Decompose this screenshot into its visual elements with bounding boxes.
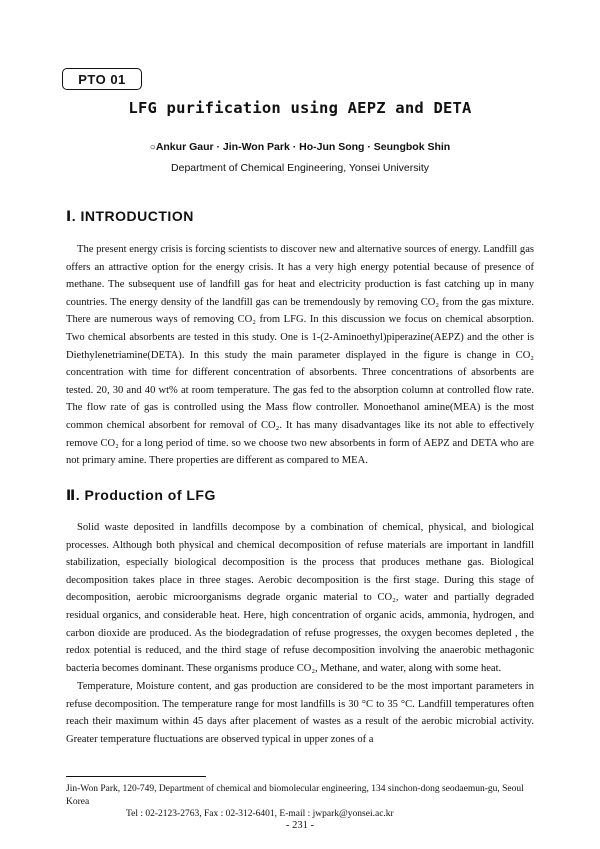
author-names: Ankur Gaur · Jin-Won Park · Ho-Jun Song · Seungbok Shin (155, 141, 451, 153)
author-line (0, 141, 600, 153)
production-paragraph-2: Temperature, Moisture content, and gas production are considered to be the most important parameters in refuse decomposition. The temperature range for most landfills is 30 °C to 35 °C. Landfill temperatures often reach their maximum within 45 days after placement of wastes as a result of the aerobic microbial activity. Greater temperature fluctuations are observed typical in upper zones of a (66, 681, 534, 745)
introduction-paragraph: The present energy crisis is forcing scientists to discover new and alternative sources of energy. Landfill gas offers an attractive option for the energy crisis. It has a very high energy potential because of presence of methane. The subsequent use of landfill gas for heat and electricity production is fast catching up in many countries. The energy density of the landfill gas can be tremendously by removing CO₂ from the gas mixture. There are numerous ways of removing CO₂ from LFG. In this discussion we focus on chemical absorption. Two chemical absorbents are tested in this study. One is 1-(2-Aminoethyl)piperazine(AEPZ) and the other is Diethylenetriamine(DETA). In this study the main parameter displayed in the figure is change in CO₂ concentration with time for different concentration of absorbents. Three concentrations of absorbents are tested. 20, 30 and 40 wt% at room temperature. The gas fed to the absorption column at controlled flow rate. The flow rate of gas is controlled using the Mass flow controller. Monoethanol amine(MEA) is the most common chemical absorbent for removal of CO₂. It has many disadvantages like its not able to effectively remove CO₂ for a long period of time. so we choose two new absorbents in form of AEPZ and DETA who are not primary amine. There properties are different as compared to MEA. (66, 244, 534, 467)
section-heading-production: Ⅱ. Production of LFG (66, 487, 216, 503)
section-heading-introduction: Ⅰ. INTRODUCTION (66, 208, 194, 224)
footnote-contact: Tel : 02-2123-2763, Fax : 02-312-6401, E-mail : jwpark@yonsei.ac.kr (126, 809, 394, 819)
page-number: - 231 - (286, 820, 314, 831)
presenter-marker: ○ (149, 142, 156, 153)
department-affiliation: Department of Chemical Engineering, Yonsei University (171, 162, 429, 174)
footnote-address: Jin-Won Park, 120-749, Department of chemical and biomolecular engineering, 134 sinchon-dong seodaemun-gu, Seoul Korea (66, 784, 524, 807)
paper-title: LFG purification using AEPZ and DETA (128, 99, 472, 117)
session-badge: PTO 01 (62, 68, 142, 90)
production-paragraph-1: Solid waste deposited in landfills decompose by a combination of chemical, physical, and biological processes. Although both physical and chemical decomposition of refuse materials are important in landfill stabilization, especially biological decomposition is the process that produces methane gas. Biological decomposition takes place in three stages. Aerobic decomposition is the first stage. During this stage of decomposition, aerobic microorganisms degrade organic material to CO₂, water and partially degraded residual organics, and considerable heat. Here, high concentration of organic acids, ammonia, hydrogen, and carbon dioxide are produced. As the biodegradation of refuse progresses, the oxygen becomes depleted , the redox potential is reduced, and the third stage of refuse decomposition involving the anaerobic methagonic bacteria becomes dominant. These organisms produce CO₂, Methane, and water, along with some heat. (66, 522, 534, 674)
footnote-divider (66, 776, 206, 777)
corresponding-author-footnote (66, 783, 536, 821)
